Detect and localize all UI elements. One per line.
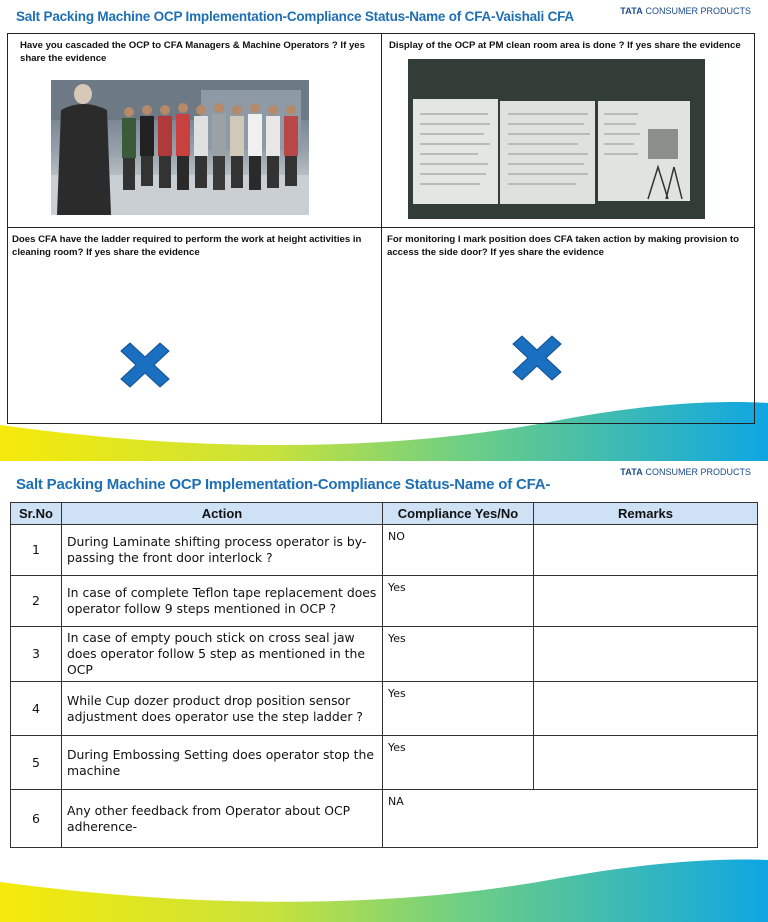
remarks-cell bbox=[534, 525, 758, 576]
table-row bbox=[11, 682, 758, 736]
remarks-cell bbox=[534, 627, 758, 682]
column-header: Compliance Yes/No bbox=[383, 503, 534, 525]
ocp-display-photo bbox=[408, 59, 705, 219]
evidence-cell bbox=[8, 34, 382, 228]
cross-icon bbox=[511, 335, 563, 381]
sr-no-cell: 2 bbox=[11, 576, 62, 627]
table-row bbox=[11, 525, 758, 576]
question-text: Have you cascaded the OCP to CFA Managers & Machine Operators ? If yes share the evidence bbox=[20, 40, 365, 64]
brand-logo: TATA CONSUMER PRODUCTS bbox=[620, 6, 751, 16]
team-photo bbox=[51, 80, 309, 215]
compliance-cell: NA bbox=[383, 790, 758, 848]
column-header: Remarks bbox=[534, 503, 758, 525]
table-row bbox=[11, 627, 758, 682]
table-row bbox=[11, 736, 758, 790]
table-header-row bbox=[11, 503, 758, 525]
sr-no-cell: 4 bbox=[11, 682, 62, 736]
sr-no-cell: 6 bbox=[11, 790, 62, 848]
table-row bbox=[11, 790, 758, 848]
brand-logo: TATA CONSUMER PRODUCTS bbox=[620, 467, 751, 477]
sr-no-cell: 3 bbox=[11, 627, 62, 682]
compliance-table bbox=[10, 502, 758, 848]
compliance-cell: Yes bbox=[383, 682, 534, 736]
compliance-cell: Yes bbox=[383, 736, 534, 790]
question-text: Display of the OCP at PM clean room area is done ? If yes share the evidence bbox=[389, 40, 741, 51]
remarks-cell bbox=[534, 682, 758, 736]
compliance-cell: Yes bbox=[383, 627, 534, 682]
slide-title: Salt Packing Machine OCP Implementation-Compliance Status-Name of CFA- bbox=[16, 476, 551, 493]
sr-no-cell: 5 bbox=[11, 736, 62, 790]
decorative-wave bbox=[0, 854, 768, 922]
action-cell: While Cup dozer product drop position sensor adjustment does operator use the step ladder ? bbox=[62, 682, 383, 736]
evidence-grid bbox=[7, 33, 755, 424]
question-text: Does CFA have the ladder required to perform the work at height activities in cleaning room? If yes share the evidence bbox=[12, 234, 362, 258]
column-header: Action bbox=[62, 503, 383, 525]
remarks-cell bbox=[534, 736, 758, 790]
slide-title: Salt Packing Machine OCP Implementation-Compliance Status-Name of CFA-Vaishali CFA bbox=[16, 9, 574, 24]
action-cell: During Laminate shifting process operator is by-passing the front door interlock ? bbox=[62, 525, 383, 576]
slide-checklist bbox=[0, 461, 768, 922]
evidence-cell bbox=[382, 34, 754, 228]
action-cell: Any other feedback from Operator about OCP adherence- bbox=[62, 790, 383, 848]
question-text: For monitoring I mark position does CFA taken action by making provision to access the side door? If yes share the evidence bbox=[387, 234, 739, 258]
action-cell: In case of empty pouch stick on cross seal jaw does operator follow 5 step as mentioned in the OCP bbox=[62, 627, 383, 682]
compliance-cell: Yes bbox=[383, 576, 534, 627]
column-header: Sr.No bbox=[11, 503, 62, 525]
evidence-cell bbox=[8, 228, 382, 423]
action-cell: During Embossing Setting does operator stop the machine bbox=[62, 736, 383, 790]
table-row bbox=[11, 576, 758, 627]
compliance-cell: NO bbox=[383, 525, 534, 576]
action-cell: In case of complete Teflon tape replacement does operator follow 9 steps mentioned in OCP ? bbox=[62, 576, 383, 627]
sr-no-cell: 1 bbox=[11, 525, 62, 576]
cross-icon bbox=[119, 342, 171, 388]
remarks-cell bbox=[534, 576, 758, 627]
evidence-cell bbox=[382, 228, 754, 423]
